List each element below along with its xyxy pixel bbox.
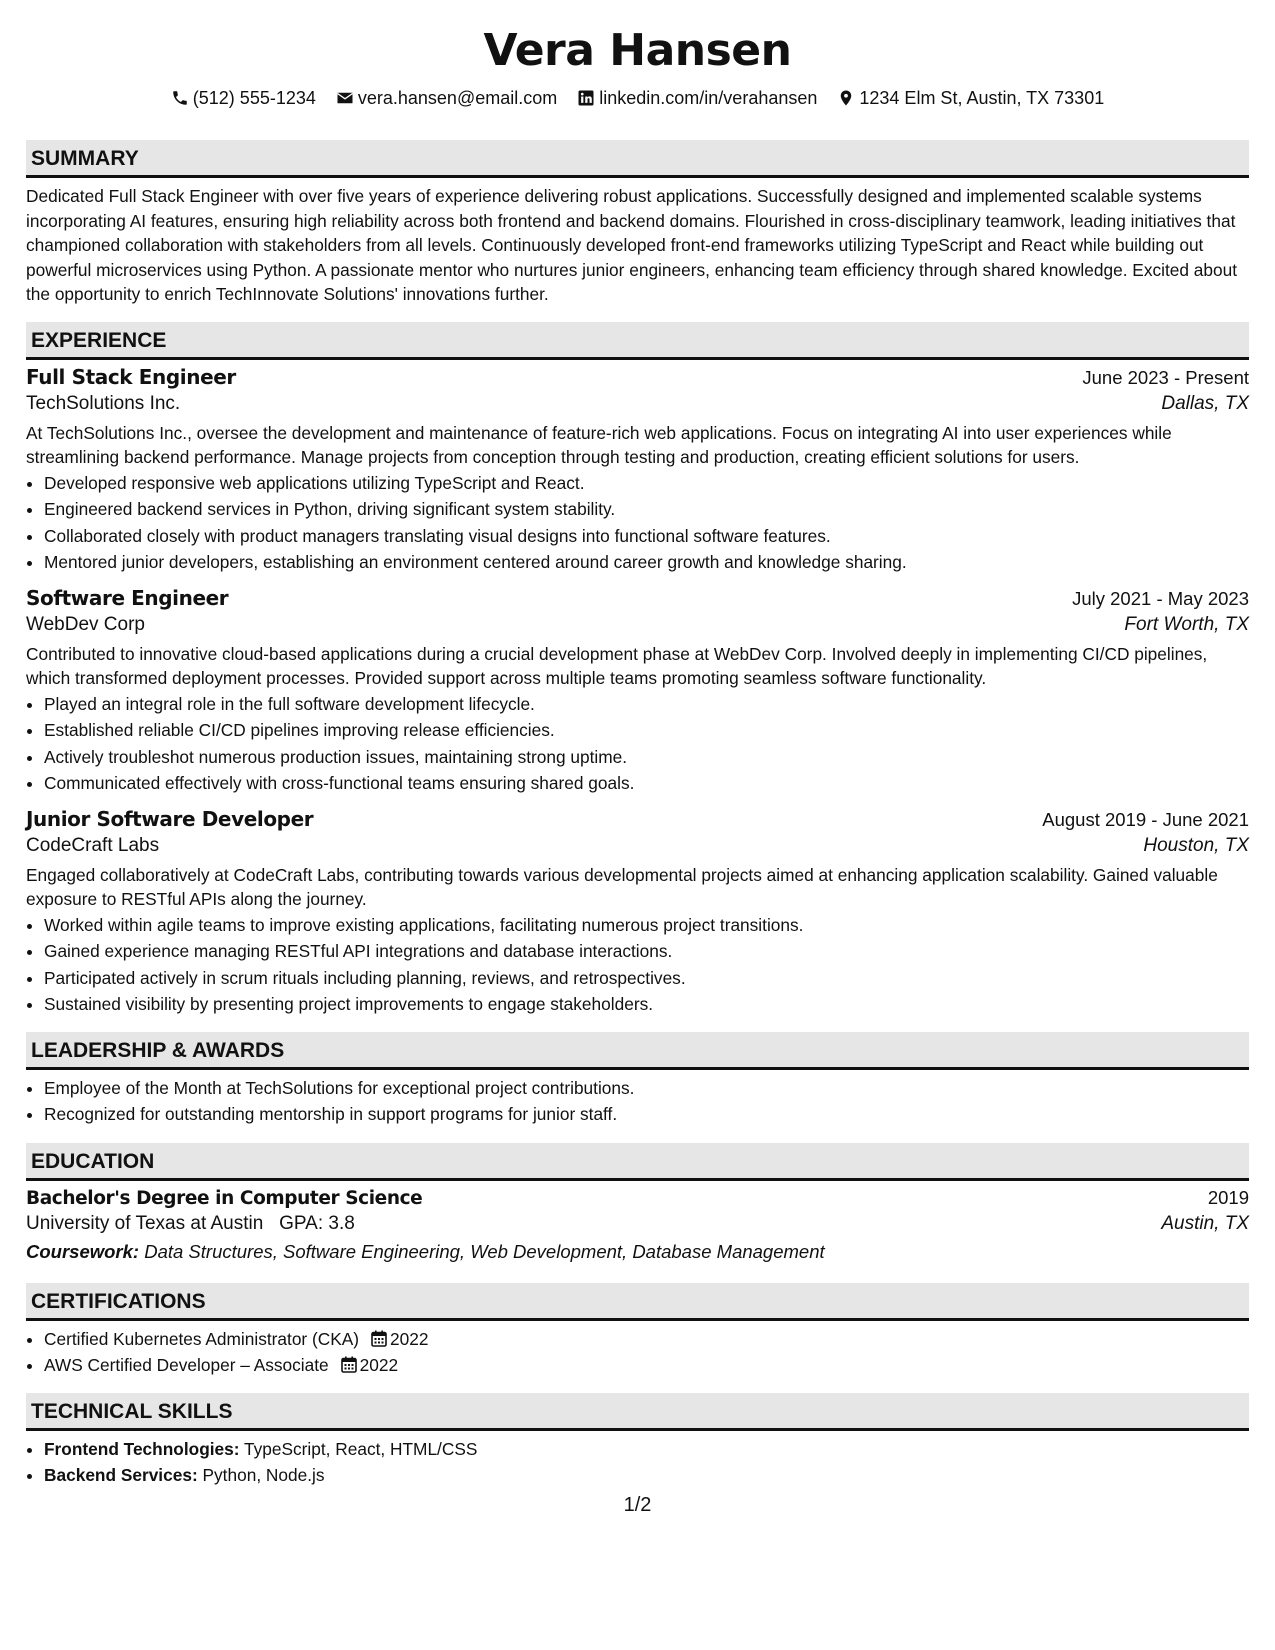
- list-item: • Established reliable CI/CD pipelines improving release efficiencies.: [44, 717, 1249, 744]
- skill-label: Backend Services:: [44, 1465, 198, 1485]
- section-heading-experience: EXPERIENCE: [26, 322, 1249, 360]
- contact-address: [837, 86, 1104, 110]
- list-item: • Played an integral role in the full software development lifecycle.: [44, 691, 1249, 718]
- job-bullets: [26, 912, 1249, 1018]
- job-company: WebDev Corp: [26, 613, 145, 635]
- list-item: • Communicated effectively with cross-functional teams ensuring shared goals.: [44, 770, 1249, 797]
- skill-label: Frontend Technologies:: [44, 1438, 240, 1459]
- section-heading-education: EDUCATION: [26, 1143, 1249, 1181]
- leadership-list: [26, 1075, 1249, 1128]
- job-title: Software Engineer: [26, 585, 229, 610]
- cert-name: AWS Certified Developer – Associate: [44, 1355, 329, 1375]
- section-heading-leadership: LEADERSHIP & AWARDS: [26, 1032, 1249, 1070]
- list-item: • Mentored junior developers, establishing an environment centered around career growth and knowledge sharing.: [44, 549, 1249, 576]
- job-company: CodeCraft Labs: [26, 834, 160, 856]
- job-location: Houston, TX: [1143, 834, 1249, 856]
- job-entry: [26, 807, 1249, 1018]
- contact-row: [26, 86, 1249, 110]
- coursework-list: Data Structures, Software Engineering, Web Development, Database Management: [144, 1240, 825, 1262]
- section-heading-certifications: CERTIFICATIONS: [26, 1283, 1249, 1321]
- list-item: [44, 1436, 1249, 1463]
- job-entry: [26, 365, 1249, 576]
- email-text[interactable]: vera.hansen@email.com: [357, 88, 558, 108]
- job-location: Fort Worth, TX: [1124, 613, 1249, 635]
- map-pin-icon: [837, 89, 855, 107]
- linkedin-icon: [577, 89, 595, 107]
- list-item: • Recognized for outstanding mentorship in support programs for junior staff.: [44, 1101, 1249, 1128]
- phone-text: (512) 555-1234: [192, 88, 316, 108]
- skill-value: TypeScript, React, HTML/CSS: [244, 1438, 478, 1459]
- linkedin-text[interactable]: linkedin.com/in/verahansen: [599, 88, 818, 108]
- job-bullets: [26, 470, 1249, 576]
- list-item: • Collaborated closely with product managers translating visual designs into functional software features.: [44, 523, 1249, 550]
- job-description: Engaged collaboratively at CodeCraft Labs, contributing towards various developmental projects aimed at enhancing application scalability. Gained valuable exposure to RESTful APIs along the journey.: [26, 864, 1218, 909]
- list-item: • Sustained visibility by presenting project improvements to engage stakeholders.: [44, 991, 1249, 1018]
- list-item: [44, 1462, 1249, 1489]
- job-title: Full Stack Engineer: [26, 364, 236, 389]
- cert-year: 2022: [359, 1355, 399, 1375]
- list-item: • Engineered backend services in Python, driving significant system stability.: [44, 496, 1249, 523]
- list-item: • Employee of the Month at TechSolutions for exceptional project contributions.: [44, 1075, 1249, 1102]
- degree-title: Bachelor's Degree in Computer Science: [26, 1187, 423, 1209]
- job-title: Junior Software Developer: [26, 806, 314, 831]
- job-entry: [26, 586, 1249, 797]
- calendar-icon: [341, 1356, 357, 1373]
- school-name: University of Texas at Austin: [26, 1212, 264, 1234]
- summary-text: Dedicated Full Stack Engineer with over five years of experience delivering robust applications. Successfully designed and implemented scalable systems incorporating AI features, ensuring high reliability across both frontend and backend domains. Flourished in cross-disciplinary teamwork, leading initiatives that championed collaboration with stakeholders from all levels. Continuously developed front-end frameworks utilizing TypeScript and React while building out powerful microservices using Python. A passionate mentor who nurtures junior engineers, enhancing team efficiency through shared knowledge. Excited about the opportunity to enrich TechInnovate Solutions' innovations further.: [26, 186, 1238, 304]
- job-dates: July 2021 - May 2023: [1072, 587, 1249, 609]
- cert-name: Certified Kubernetes Administrator (CKA): [44, 1328, 360, 1349]
- list-item: [44, 1352, 1249, 1379]
- job-dates: June 2023 - Present: [1082, 366, 1249, 388]
- coursework: [26, 1241, 1249, 1263]
- phone-icon: [171, 89, 189, 107]
- section-heading-summary: SUMMARY: [26, 140, 1249, 178]
- address-text: 1234 Elm St, Austin, TX 73301: [859, 88, 1105, 108]
- education-entry: [26, 1187, 1249, 1263]
- list-item: • Worked within agile teams to improve existing applications, facilitating numerous project transitions.: [44, 912, 1249, 939]
- contact-email[interactable]: [336, 86, 557, 110]
- list-item: [44, 1326, 1249, 1353]
- cert-year: 2022: [390, 1328, 429, 1349]
- envelope-icon: [336, 89, 354, 107]
- job-dates: August 2019 - June 2021: [1042, 808, 1249, 830]
- gpa: GPA: 3.8: [279, 1212, 355, 1234]
- school-location: Austin, TX: [1161, 1212, 1249, 1234]
- list-item: • Participated actively in scrum rituals including planning, reviews, and retrospectives.: [44, 965, 1249, 992]
- section-heading-skills: TECHNICAL SKILLS: [26, 1393, 1249, 1431]
- contact-linkedin[interactable]: [577, 86, 817, 110]
- job-bullets: [26, 691, 1249, 797]
- page-number: 1/2: [623, 1494, 652, 1516]
- skills-list: [26, 1436, 1249, 1489]
- job-description: At TechSolutions Inc., oversee the development and maintenance of feature-rich web applications. Focus on integrating AI into user experiences while streamlining backend performance. Manage projects from conception through testing and production, creating efficient solutions for users.: [26, 422, 1172, 467]
- contact-phone: [171, 86, 316, 110]
- graduation-year: 2019: [1207, 1186, 1249, 1208]
- candidate-name: Vera Hansen: [483, 25, 792, 76]
- list-item: • Gained experience managing RESTful API integrations and database interactions.: [44, 938, 1249, 965]
- certifications-list: [26, 1326, 1249, 1379]
- coursework-label: Coursework:: [26, 1240, 140, 1262]
- job-description: Contributed to innovative cloud-based applications during a crucial development phase at WebDev Corp. Involved deeply in implementing CI/CD pipelines, which transformed deployment processes. Provided support across multiple teams promoting seamless software functionality.: [26, 643, 1208, 688]
- list-item: • Developed responsive web applications utilizing TypeScript and React.: [44, 470, 1249, 497]
- job-company: TechSolutions Inc.: [26, 392, 181, 414]
- skill-value: Python, Node.js: [202, 1465, 325, 1485]
- list-item: • Actively troubleshot numerous production issues, maintaining strong uptime.: [44, 744, 1249, 771]
- calendar-icon: [371, 1330, 387, 1347]
- job-location: Dallas, TX: [1161, 392, 1249, 414]
